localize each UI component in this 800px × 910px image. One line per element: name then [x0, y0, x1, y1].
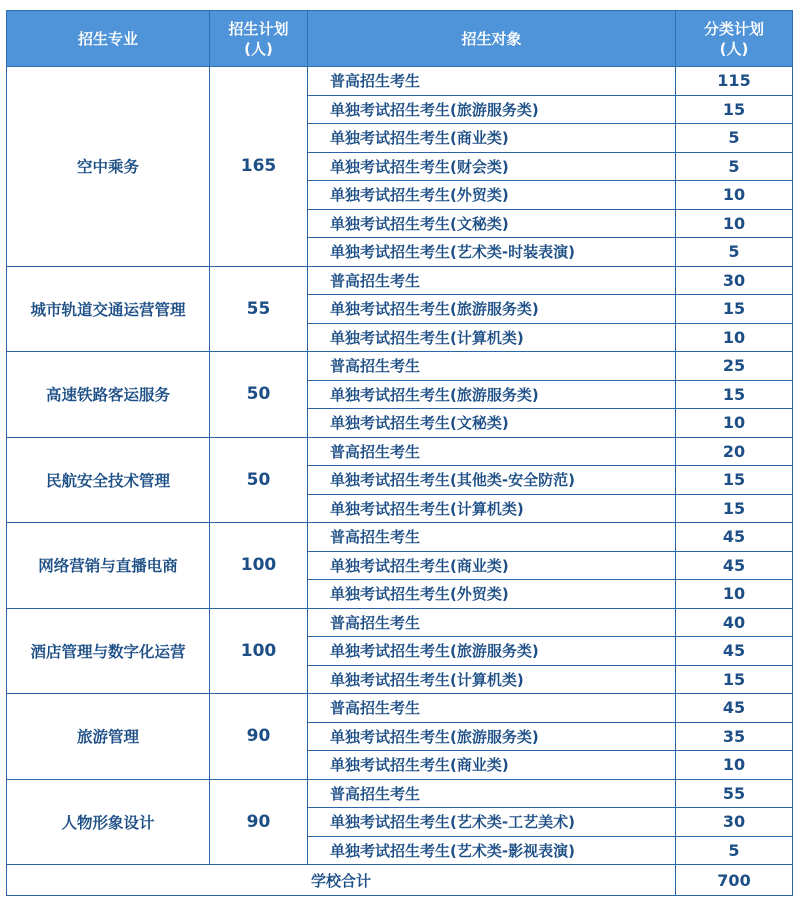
enrollment-target: 普高招生考生: [308, 437, 676, 466]
enrollment-target: 单独考试招生考生(旅游服务类): [308, 637, 676, 666]
category-plan-count: 15: [676, 494, 793, 523]
enrollment-target: 普高招生考生: [308, 608, 676, 637]
major-plan-total: 90: [210, 694, 308, 780]
category-plan-count: 15: [676, 380, 793, 409]
enrollment-target: 普高招生考生: [308, 352, 676, 381]
header-plan-line2: (人): [244, 39, 273, 58]
major-name: 网络营销与直播电商: [7, 523, 210, 609]
category-plan-count: 45: [676, 523, 793, 552]
enrollment-target: 普高招生考生: [308, 67, 676, 96]
category-plan-count: 5: [676, 124, 793, 153]
enrollment-target: 单独考试招生考生(旅游服务类): [308, 295, 676, 324]
enrollment-target: 普高招生考生: [308, 266, 676, 295]
enrollment-target: 单独考试招生考生(其他类-安全防范): [308, 466, 676, 495]
enrollment-target: 单独考试招生考生(计算机类): [308, 494, 676, 523]
enrollment-target: 单独考试招生考生(旅游服务类): [308, 380, 676, 409]
enrollment-target: 普高招生考生: [308, 779, 676, 808]
major-plan-total: 90: [210, 779, 308, 865]
enrollment-target: 单独考试招生考生(商业类): [308, 551, 676, 580]
category-plan-count: 30: [676, 266, 793, 295]
category-plan-count: 5: [676, 836, 793, 865]
table-header-row: [7, 11, 793, 67]
header-class-plan-line2: (人): [719, 39, 749, 58]
enrollment-target: 普高招生考生: [308, 523, 676, 552]
enrollment-target: 单独考试招生考生(商业类): [308, 751, 676, 780]
major-name: 旅游管理: [7, 694, 210, 780]
table-row: [7, 67, 793, 96]
enrollment-target: 单独考试招生考生(艺术类-时装表演): [308, 238, 676, 267]
enrollment-target: 单独考试招生考生(计算机类): [308, 323, 676, 352]
category-plan-count: 45: [676, 637, 793, 666]
major-name: 人物形象设计: [7, 779, 210, 865]
category-plan-count: 115: [676, 67, 793, 96]
header-plan: [210, 11, 308, 67]
category-plan-count: 10: [676, 209, 793, 238]
category-plan-count: 30: [676, 808, 793, 837]
enrollment-target: 单独考试招生考生(文秘类): [308, 409, 676, 438]
major-plan-total: 100: [210, 523, 308, 609]
total-value: 700: [676, 865, 793, 896]
major-name: 高速铁路客运服务: [7, 352, 210, 438]
enrollment-target: 单独考试招生考生(艺术类-影视表演): [308, 836, 676, 865]
table-body: [7, 67, 793, 865]
category-plan-count: 15: [676, 466, 793, 495]
table-row: [7, 352, 793, 381]
header-class-plan: [676, 11, 793, 67]
category-plan-count: 40: [676, 608, 793, 637]
table-row: [7, 437, 793, 466]
enrollment-target: 单独考试招生考生(旅游服务类): [308, 722, 676, 751]
header-major: 招生专业: [7, 11, 210, 67]
category-plan-count: 10: [676, 751, 793, 780]
category-plan-count: 20: [676, 437, 793, 466]
major-plan-total: 165: [210, 67, 308, 267]
enrollment-target: 单独考试招生考生(财会类): [308, 152, 676, 181]
major-plan-total: 50: [210, 437, 308, 523]
table-row: [7, 779, 793, 808]
category-plan-count: 10: [676, 409, 793, 438]
category-plan-count: 45: [676, 694, 793, 723]
category-plan-count: 15: [676, 295, 793, 324]
category-plan-count: 5: [676, 152, 793, 181]
enrollment-target: 单独考试招生考生(外贸类): [308, 181, 676, 210]
category-plan-count: 10: [676, 580, 793, 609]
major-name: 空中乘务: [7, 67, 210, 267]
major-name: 城市轨道交通运营管理: [7, 266, 210, 352]
header-target: 招生对象: [308, 11, 676, 67]
major-plan-total: 100: [210, 608, 308, 694]
major-name: 酒店管理与数字化运营: [7, 608, 210, 694]
category-plan-count: 15: [676, 665, 793, 694]
enrollment-target: 单独考试招生考生(艺术类-工艺美术): [308, 808, 676, 837]
table-row: [7, 608, 793, 637]
category-plan-count: 10: [676, 323, 793, 352]
enrollment-target: 单独考试招生考生(文秘类): [308, 209, 676, 238]
enrollment-target: 普高招生考生: [308, 694, 676, 723]
enrollment-plan-table: [6, 10, 793, 896]
enrollment-target: 单独考试招生考生(外贸类): [308, 580, 676, 609]
table-row: [7, 266, 793, 295]
category-plan-count: 15: [676, 95, 793, 124]
category-plan-count: 55: [676, 779, 793, 808]
category-plan-count: 35: [676, 722, 793, 751]
category-plan-count: 45: [676, 551, 793, 580]
table-row: [7, 523, 793, 552]
enrollment-target: 单独考试招生考生(商业类): [308, 124, 676, 153]
header-plan-line1: 招生计划: [228, 19, 289, 38]
enrollment-target: 单独考试招生考生(计算机类): [308, 665, 676, 694]
major-plan-total: 50: [210, 352, 308, 438]
total-label: 学校合计: [7, 865, 676, 896]
major-name: 民航安全技术管理: [7, 437, 210, 523]
category-plan-count: 25: [676, 352, 793, 381]
header-class-plan-line1: 分类计划: [703, 19, 764, 38]
category-plan-count: 10: [676, 181, 793, 210]
table-row: [7, 694, 793, 723]
category-plan-count: 5: [676, 238, 793, 267]
major-plan-total: 55: [210, 266, 308, 352]
total-row: [7, 865, 793, 896]
enrollment-target: 单独考试招生考生(旅游服务类): [308, 95, 676, 124]
